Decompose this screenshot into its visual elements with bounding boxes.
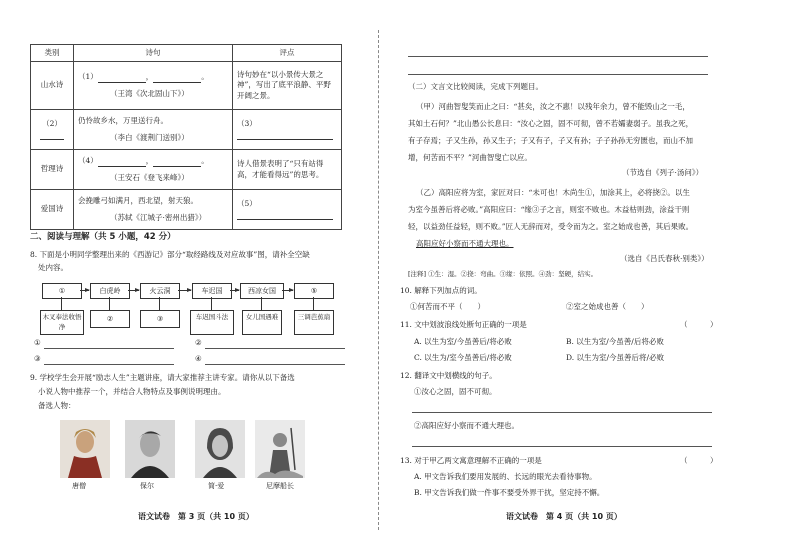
question-11-text: 11. 文中划波浪线处断句正确的一项是	[400, 320, 527, 329]
answer-line[interactable]	[408, 74, 708, 75]
portrait-captain-nemo-image	[255, 420, 305, 478]
passage-a: （甲）河曲智叟笑而止之曰：“甚矣，汝之不惠！以残年余力，曾不能毁山之一毛， 其如土石何？”北山愚公长息曰：“汝心之固，固不可彻，曾不若孀妻弱子。虽我之死， 有子存焉；子又生孙，孙又生子；子又有子，子又有孙；子子孙孙无穷匮也，而山不加 增，何苦而不平？”河曲智叟亡以应。	[408, 102, 694, 162]
answer-blank[interactable]	[40, 131, 64, 140]
answer-line[interactable]	[412, 412, 712, 413]
q11-option-d[interactable]: D. 以生为室/今虽善后将/必败	[566, 353, 665, 362]
table-cell-poem: 仍怜故乡水，万里送行舟。 （李白《渡荆门送别》）	[74, 110, 233, 150]
candidate-label-1: 唐僧	[72, 482, 86, 490]
answer-blank[interactable]	[98, 158, 146, 167]
flow-connector	[61, 297, 62, 310]
answer-blank[interactable]	[153, 158, 201, 167]
question-12-text: 12. 翻译文中划横线的句子。	[400, 371, 497, 380]
page-divider	[378, 30, 379, 530]
section-title-classical: （二）文言文比较阅读，完成下列题目。	[408, 82, 543, 91]
table-cell-comment: （3）	[233, 110, 342, 150]
flow-box-bottom-6: 三调芭蕉扇	[294, 310, 334, 335]
table-cell-poem: （1） ， 。 （王湾《次北固山下》）	[74, 62, 233, 110]
flow-box-top-5: 西凉女国	[240, 283, 284, 299]
q11-answer-paren[interactable]: （ ）	[680, 320, 718, 329]
candidate-label-2: 保尔	[140, 482, 154, 490]
table-row	[31, 150, 342, 190]
poem-source: （王湾《次北固山下》）	[110, 88, 189, 98]
answer-blank[interactable]	[237, 131, 333, 140]
portrait-pavel-image	[125, 420, 175, 478]
section-title: 二、阅读与理解（共 5 小题，42 分）	[30, 232, 176, 242]
answer-line[interactable]	[412, 446, 712, 447]
passage-b-note: [注释] ①生：湿。②挠：弯曲。③缘：依照。④劲：坚硬，结实。	[408, 270, 598, 278]
q8-answer-label-4: ④	[195, 354, 202, 363]
portrait-jane-eyre-image	[195, 420, 245, 478]
page-footer-left: 语文试卷 第 3 页（共 10 页）	[138, 512, 254, 521]
flow-arrow	[282, 290, 293, 291]
flow-connector	[109, 297, 110, 310]
flow-box-bottom-2[interactable]: ②	[90, 310, 130, 328]
candidate-label-3: 简·爱	[208, 482, 225, 490]
table-cell-poem: 会挽雕弓如满月，西北望，射天狼。 （苏轼《江城子·密州出猎》）	[74, 190, 233, 230]
q13-option-a[interactable]: A. 甲文告诉我们要用发展的、长远的眼光去看待事物。	[414, 472, 597, 481]
table-row	[31, 110, 342, 150]
table-row	[31, 62, 342, 110]
answer-blank[interactable]	[98, 74, 146, 83]
answer-line[interactable]	[44, 364, 174, 365]
poem-source: （李白《渡荆门送别》）	[110, 132, 189, 142]
table-header-comment: 评点	[233, 45, 342, 62]
q13-answer-paren[interactable]: （ ）	[680, 456, 718, 465]
q8-answer-label-1: ①	[34, 338, 41, 347]
table-cell-category: 哲理诗	[31, 150, 74, 190]
flow-connector	[313, 297, 314, 310]
table-cell-comment: （5）	[233, 190, 342, 230]
table-header-category: 类别	[31, 45, 74, 62]
q12-item-1: ①汝心之固，固不可彻。	[414, 387, 497, 396]
flow-box-top-6[interactable]: ⑤	[294, 283, 334, 299]
question-10-text: 10. 解释下列加点的词。	[400, 286, 482, 295]
flow-arrow	[128, 290, 139, 291]
flow-connector	[261, 297, 262, 310]
flow-box-top-4: 车迟国	[192, 283, 232, 299]
flow-box-bottom-1: 木叉奉法收悟净	[40, 310, 84, 335]
table-cell-category: 山水诗	[31, 62, 74, 110]
q10-item-1[interactable]: ①何苦而不平（ ）	[410, 302, 485, 311]
poem-table	[30, 44, 342, 230]
q11-option-c[interactable]: C. 以生为/室今虽善后/将必败	[414, 353, 512, 362]
table-cell-poem: （4） ， 。 （王安石《登飞来峰》）	[74, 150, 233, 190]
page-footer-right: 语文试卷 第 4 页（共 10 页）	[506, 512, 622, 521]
flow-arrow	[80, 290, 89, 291]
q10-item-2[interactable]: ②室之始成也善（ ）	[566, 302, 649, 311]
flow-connector	[159, 297, 160, 310]
table-header-poem: 诗句	[74, 45, 233, 62]
q11-option-b[interactable]: B. 以生为室/今虽善/后将必败	[566, 337, 664, 346]
table-cell-comment: 诗句妙在“以小景传大景之神”，写出了底平浪静、平野开阔之景。	[233, 62, 342, 110]
flow-box-bottom-5: 女儿国遇难	[242, 310, 282, 335]
table-cell-comment: 诗人借景表明了“只有站得高，才能看得远”的思考。	[233, 150, 342, 190]
flow-connector	[211, 297, 212, 310]
poem-source: （王安石《登飞来峰》）	[110, 172, 189, 182]
answer-line[interactable]	[205, 348, 345, 349]
table-cell-category: 爱国诗	[31, 190, 74, 230]
flow-box-top-2: 白虎岭	[90, 283, 130, 299]
flow-box-top-3: 火云洞	[140, 283, 180, 299]
question-13-text: 13. 对于甲乙两文寓意理解不正确的一项是	[400, 456, 542, 465]
q8-answer-label-3: ③	[34, 354, 41, 363]
passage-b: （乙）高阳应将为室，家匠对曰：“未可也！木尚生①，加涂其上，必将挠②。以生 为室今虽善后将必败。”高阳应曰：“缘③子之言，则室不败也。木益枯则劲，涂益干则 轻，以益劲任益轻，则不败。”匠人无辞而对，受令而为之。室之始成也善，其后果败。 高阳应好小察而不通大理也。	[408, 188, 694, 248]
answer-blank[interactable]	[237, 211, 333, 220]
q8-answer-label-2: ②	[195, 338, 202, 347]
question-9-text: 9. 学校学生会开展“励志人生”主题讲座，请大家推荐主讲专家。请你从以下备选 小说人物中推荐一个，并结合人物特点及事例说明理由。 备选人物：	[30, 373, 295, 411]
flow-arrow	[230, 290, 239, 291]
flow-arrow	[178, 290, 191, 291]
portrait-tang-seng-image	[60, 420, 110, 478]
passage-a-source: （节选自《列子·汤问》）	[622, 168, 704, 177]
passage-b-source: （选自《吕氏春秋·别类》）	[620, 254, 709, 263]
candidate-label-4: 尼摩船长	[266, 482, 294, 490]
q11-option-a[interactable]: A. 以生为室/今虽善后/将必败	[414, 337, 512, 346]
poem-source: （苏轼《江城子·密州出猎》）	[110, 212, 207, 222]
answer-line[interactable]	[44, 348, 174, 349]
flow-box-bottom-3[interactable]: ③	[140, 310, 180, 328]
table-cell-category: （2）	[31, 110, 74, 150]
answer-blank[interactable]	[153, 74, 201, 83]
answer-line[interactable]	[205, 364, 345, 365]
flow-box-bottom-4: 车迟国斗法	[190, 310, 234, 335]
q13-option-b[interactable]: B. 甲文告诉我们做一件事不要受外界干扰，坚定持不懈。	[414, 488, 605, 497]
table-row	[31, 190, 342, 230]
answer-line[interactable]	[408, 56, 708, 57]
q12-item-2: ②高阳应好小察而不通大理也。	[414, 421, 519, 430]
flow-box-top-1[interactable]: ①	[42, 283, 82, 299]
question-8-text: 8. 下面是小明同学整理出来的《西游记》部分“取经路线及对应故事”图，请补全空缺 处内容。	[30, 250, 310, 273]
